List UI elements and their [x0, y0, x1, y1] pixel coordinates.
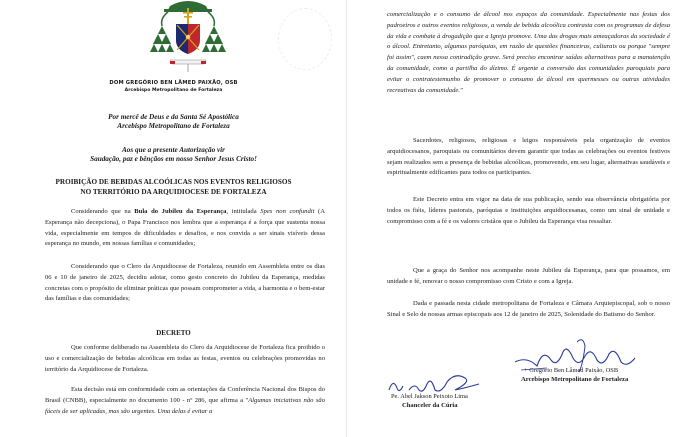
- greeting-line-4: Saudação, paz e bênçãos em nosso Senhor Jesus Cristo!: [90, 155, 257, 163]
- paragraph-given: Dada e passada nesta cidade metropolitana de Fortaleza e Câmara Arquiepiscopal, sob o nosso Sinal e Selo de nossas armas episcopais aos 12 de janeiro de 2025, Solenidade do Batismo do Senhor.: [387, 300, 670, 318]
- paragraph-decree: Que conforme deliberado na Assembleia do Clero da Arquidiocese de Fortaleza fica proibido o uso e comercialização de bebidas alcoólicas em todas as festas, eventos ou celebrações promovidas no território da Arquidiocese de Fortaleza.: [45, 344, 325, 373]
- decree-title-line-2: NO TERRITÓRIO DA ARQUIDIOCESE DE FORTALEZA: [80, 188, 267, 196]
- embossed-seal: [278, 8, 332, 70]
- decreto-heading: DECRETO: [156, 329, 191, 337]
- latin-title: Spes non confundit: [260, 208, 315, 215]
- crest-archbishop-title: Arcebispo Metropolitano de Fortaleza: [124, 88, 223, 93]
- greeting-line-3: Aos que a presente Autorização vir: [122, 146, 225, 154]
- text: Considerando que na: [71, 208, 135, 215]
- text: (A Esperança não decepciona), o Papa Francisco nos lembra que a esperança é a força que sustenta nossa vida, especialmente em tempos de dificuldades e desafios, e nos convida a ser sinais visíveis dessa esperança no mundo, em nossas famílias e comunidades;: [45, 208, 325, 248]
- text: Esta decisão está em conformidade com as orientações da Conferência Nacional dos Bispos do Brasil (CNBB), especialmente no documento 100 - nº 286, que afirma a ": [45, 386, 325, 404]
- decree-title-line-1: PROIBIÇÃO DE BEBIDAS ALCOÓLICAS NOS EVENTOS RELIGIOSOS: [55, 178, 292, 186]
- greeting-line-2: Arcebispo Metropolitano de Fortaleza: [117, 122, 230, 130]
- paragraph-considerando-1: [45, 207, 325, 250]
- paragraph-effective-date: Este Decreto entra em vigor na data de sua publicação, sendo sua observância obrigatória por todos os fiéis, líderes pastorais, paróquias e instituições arquidiocesanas, como um sinal de unidade e compromisso com a fé e os valores cristãos que o Jubileu da Esperança visa ressaltar.: [387, 196, 670, 225]
- archbishop-role: Arcebispo Metropolitano de Fortaleza: [521, 376, 629, 383]
- cnbb-quote: Algumas iniciativas não são fáceis de ser aplicadas, mas são urgentes. Uma delas é evitar a: [45, 396, 326, 415]
- archbishop-name: + Gregório Ben Lâmed Paixão, OSB: [524, 367, 619, 374]
- paragraph-blessing: Que a graça do Senhor nos acompanhe neste Jubileu da Esperança, para que possamos, em unidade e fé, renovar o nosso compromisso com Cristo e com a Igreja.: [387, 267, 670, 285]
- paragraph-cnbb: [45, 385, 325, 417]
- chancellor-role: Chanceler da Cúria: [402, 402, 458, 409]
- paragraph-considerando-2: Considerando que o Clero da Arquidiocese de Fortaleza, reunido em Assembleia entre os dias 06 e 10 de janeiro de 2025, decidiu adotar, como gesto concreto do Jubileu da Esperança, medidas concretas com o propósito de eliminar práticas que possam comprometer a vida, a harmonia e o bem-estar das famílias e das comunidades;: [45, 263, 325, 303]
- greeting-line-1: Por mercê de Deus e da Santa Sé Apostólica: [108, 113, 239, 121]
- crest-archbishop-name: DOM GREGÓRIO BEN LÂMED PAIXÃO, OSB: [109, 80, 238, 86]
- coat-of-arms-icon: [148, 0, 228, 75]
- cnbb-quote-continuation: comercialização e o consumo de álcool nos espaços da comunidade. Especialmente nas festas dos padroeiros e outros eventos religiosos, a venda de bebida alcoólica contrasta com os programas de defesa da vida e combate à drogadição que a Igreja promove. Uma das drogas mais ameaçadoras da sociedade é o álcool. Entretanto, algumas paróquias, em razão de questões financeiras, culturais ou porque "sempre foi assim", caem nessa contradição grave. Será preciso encontrar saídas alternativas para a manutenção da comunidade, como a partilha do dízimo. É urgente a conversão das comunidades paroquiais para evitar o contratestemunho de promover o consumo de álcool em quermesses ou outras atividades recreativas da comunidade.": [387, 11, 670, 94]
- bula-title: Bula do Jubileu da Esperança: [134, 208, 227, 215]
- chancellor-name: Pe. Abel Jakson Peixoto Lima: [391, 393, 468, 400]
- text: , intitulada: [226, 208, 261, 215]
- paragraph-responsibles: Sacerdotes, religiosos, religiosas e leigos responsáveis pela organização de eventos arquidiocesanos, paroquiais ou comunitários devem garantir que todas as celebrações ou eventos festivos sejam realizados sem a presença de bebidas alcoólicas, promovendo, em seu lugar, alternativas saudáveis e espiritualmente edificantes para todos os participantes.: [387, 137, 670, 177]
- document-page-right: [347, 0, 694, 437]
